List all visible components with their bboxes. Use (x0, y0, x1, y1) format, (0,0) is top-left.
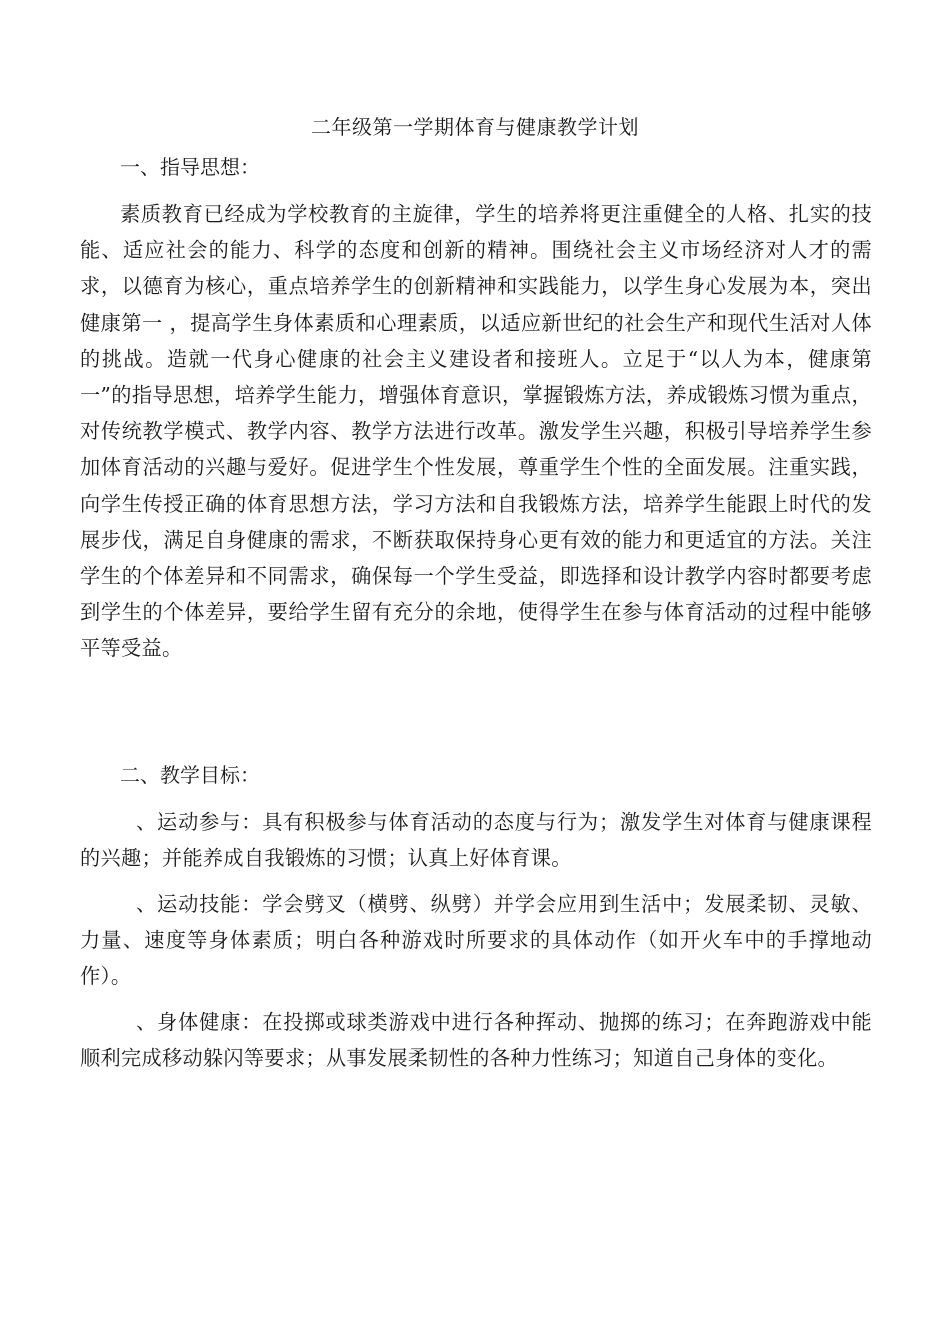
goal-item-sports-participation: 、运动参与：具有积极参与体育活动的态度与行为；激发学生对体育与健康课程的兴趣；并能养成自我锻炼的习惯；认真上好体育课。 (80, 810, 872, 871)
goal-item-sports-skills: 、运动技能：学会劈叉（横劈、纵劈）并学会应用到生活中；发展柔韧、灵敏、力量、速度等身体素质；明白各种游戏时所要求的具体动作（如开火车中的手撑地动作）。 (80, 892, 872, 989)
section-heading-guiding-thought: 一、指导思想： (120, 155, 260, 179)
goal-item-physical-health: 、身体健康：在投掷或球类游戏中进行各种挥动、抛掷的练习；在奔跑游戏中能顺利完成移动躲闪等要求；从事发展柔韧性的各种力性练习；知道自己身体的变化。 (80, 1010, 872, 1071)
section-heading-teaching-goals: 二、教学目标： (120, 763, 260, 787)
guiding-thought-paragraph: 素质教育已经成为学校教育的主旋律，学生的培养将更注重健全的人格、扎实的技能、适应社会的能力、科学的态度和创新的精神。围绕社会主义市场经济对人才的需求，以德育为核心，重点培养学生的创新精神和实践能力，以学生身心发展为本，突出 健康第一 ，提高学生身体素质和心理素质，以适应新世纪的社会生产和现代生活对人体的挑战。造就一代身心健康的社会主义建设者和接班人。立足于“以人为本，健康第一”的指导思想，培养学生能力，增强体育意识，掌握锻炼方法，养成锻炼习惯为重点，对传统教学模式、教学内容、教学方法进行改革。激发学生兴趣，积极引导培养学生参加体育活动的兴趣与爱好。促进学生个性发展，尊重学生个性的全面发展。注重实践，向学生传授正确的体育思想方法，学习方法和自我锻炼方法，培养学生能跟上时代的发展步伐，满足自身健康的需求，不断获取保持身心更有效的能力和更适宜的方法。关注学生的个体差异和不同需求，确保每一个学生受益，即选择和设计教学内容时都要考虑到学生的个体差异，要给学生留有充分的余地，使得学生在参与体育活动的过程中能够平等受益。 (80, 202, 872, 661)
document-title: 二年级第一学期体育与健康教学计划 (311, 115, 639, 139)
